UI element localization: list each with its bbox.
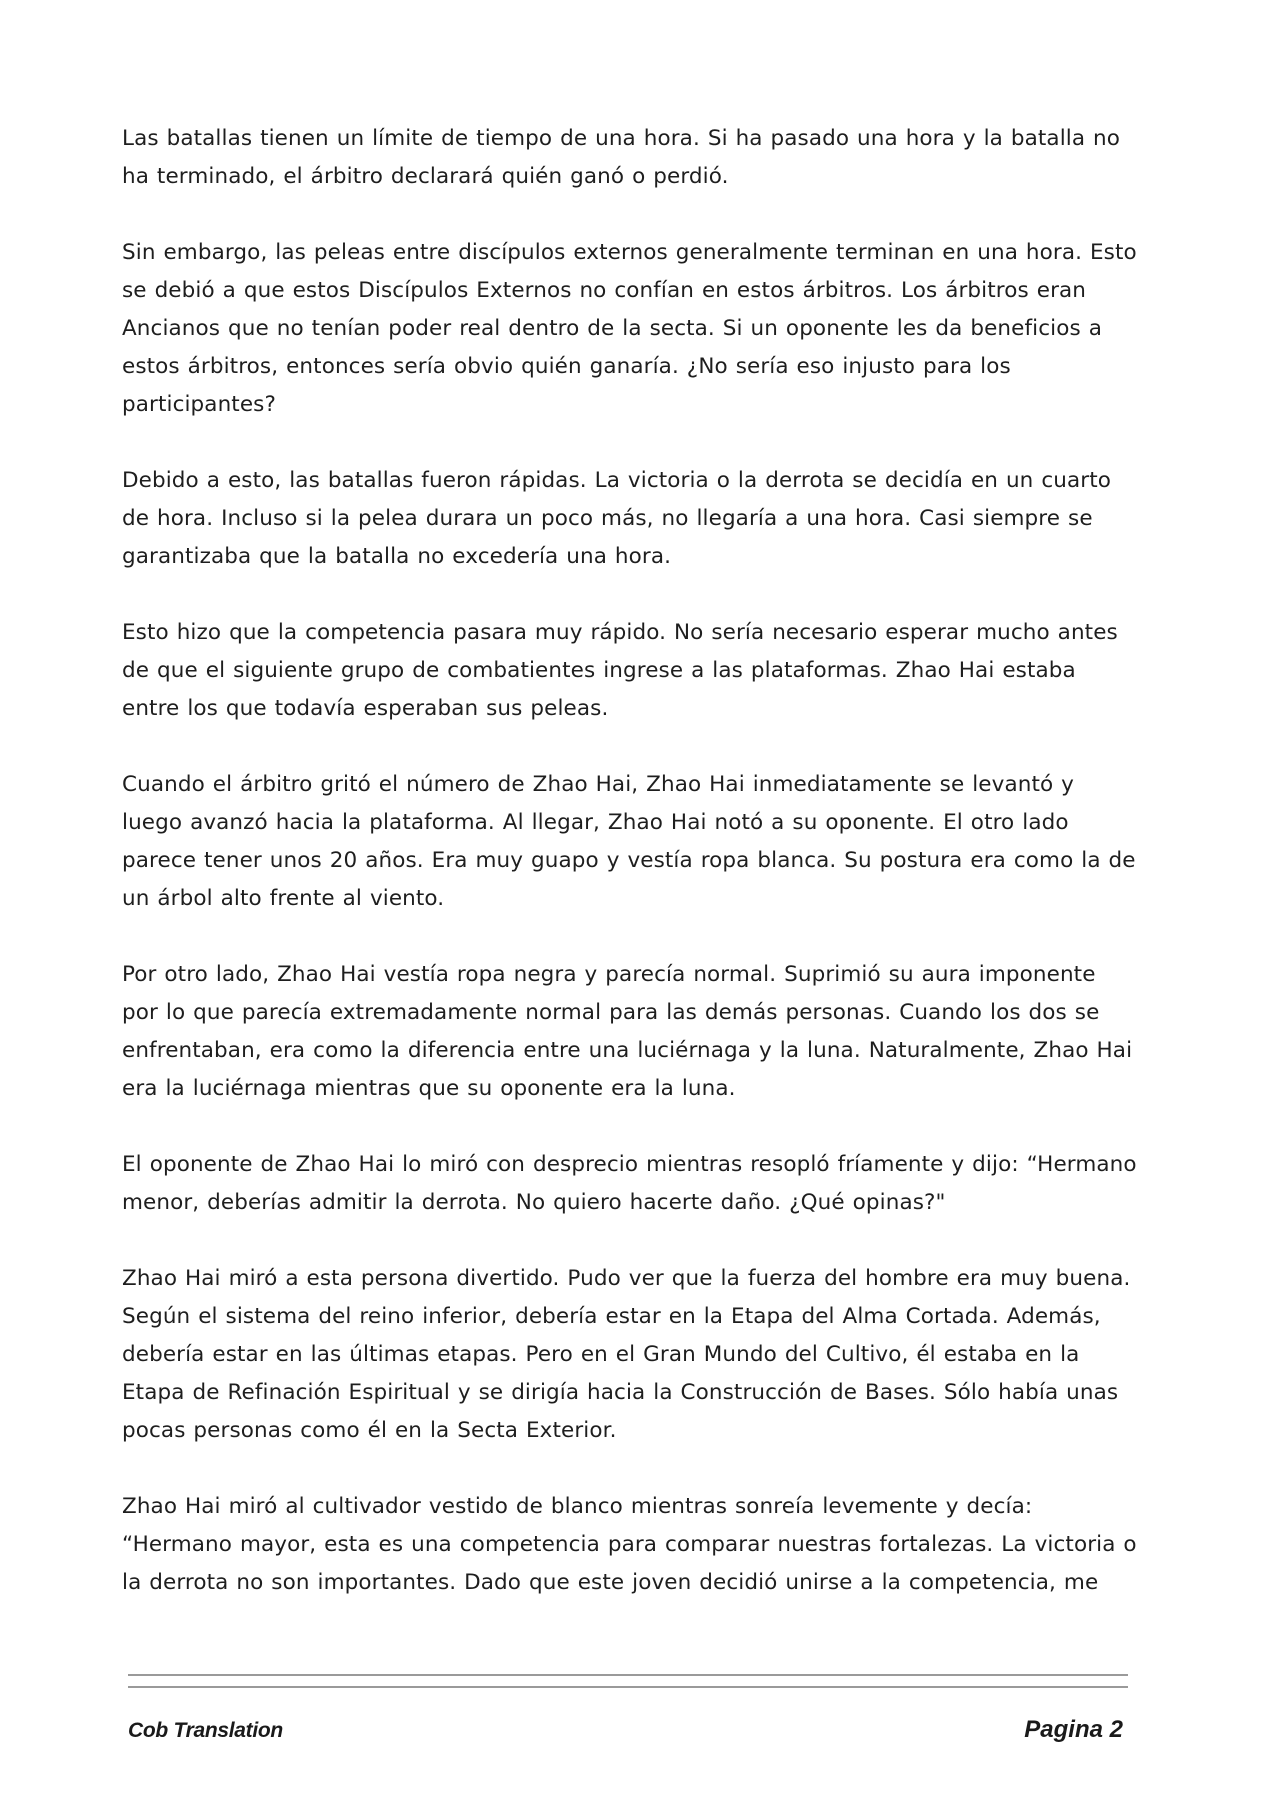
paragraph: Zhao Hai miró al cultivador vestido de blanco mientras sonreía levemente y decía: “Hermano mayor, esta es una competencia para comparar nuestras fortalezas. La victoria o la derrota no son importantes. Dado que este joven decidió unirse a la competencia, me (122, 1494, 1137, 1595)
paragraph: Zhao Hai miró a esta persona divertido. Pudo ver que la fuerza del hombre era muy buena. Según el sistema del reino inferior, debería estar en la Etapa del Alma Cortada. Además, debería estar en las últimas etapas. Pero en el Gran Mundo del Cultivo, él estaba en la Etapa de Refinación Espiritual y se dirigía hacia la Construcción de Bases. Sólo había unas pocas personas como él en la Secta Exterior. (122, 1266, 1131, 1443)
footer-page-number: Pagina 2 (1024, 1716, 1123, 1743)
footer-divider-bottom (128, 1686, 1128, 1688)
paragraph: Sin embargo, las peleas entre discípulos externos generalmente terminan en una hora. Esto se debió a que estos Discípulos Externos no confían en estos árbitros. Los árbitros eran Ancianos que no tenían poder real dentro de la secta. Si un oponente les da beneficios a estos árbitros, entonces sería obvio quién ganaría. ¿No sería eso injusto para los participantes? (122, 240, 1137, 417)
paragraph: Esto hizo que la competencia pasara muy rápido. No sería necesario esperar mucho antes de que el siguiente grupo de combatientes ingrese a las plataformas. Zhao Hai estaba entre los que todavía esperaban sus peleas. (122, 620, 1118, 721)
paragraph: Por otro lado, Zhao Hai vestía ropa negra y parecía normal. Suprimió su aura imponente por lo que parecía extremadamente normal para las demás personas. Cuando los dos se enfrentaban, era como la diferencia entre una luciérnaga y la luna. Naturalmente, Zhao Hai era la luciérnaga mientras que su oponente era la luna. (122, 962, 1133, 1101)
footer-translator-credit: Cob Translation (128, 1719, 283, 1742)
footer-divider-top (128, 1674, 1128, 1676)
paragraph: Las batallas tienen un límite de tiempo de una hora. Si ha pasado una hora y la batalla no ha terminado, el árbitro declarará quién ganó o perdió. (122, 126, 1121, 189)
paragraph: Debido a esto, las batallas fueron rápidas. La victoria o la derrota se decidía en un cuarto de hora. Incluso si la pelea durara un poco más, no llegaría a una hora. Casi siempre se garantizaba que la batalla no excedería una hora. (122, 468, 1111, 569)
body-text (122, 120, 1137, 1602)
paragraph: Cuando el árbitro gritó el número de Zhao Hai, Zhao Hai inmediatamente se levantó y luego avanzó hacia la plataforma. Al llegar, Zhao Hai notó a su oponente. El otro lado parece tener unos 20 años. Era muy guapo y vestía ropa blanca. Su postura era como la de un árbol alto frente al viento. (122, 772, 1136, 911)
paragraph: El oponente de Zhao Hai lo miró con desprecio mientras resopló fríamente y dijo: “Hermano menor, deberías admitir la derrota. No quiero hacerte daño. ¿Qué opinas?" (122, 1152, 1137, 1215)
